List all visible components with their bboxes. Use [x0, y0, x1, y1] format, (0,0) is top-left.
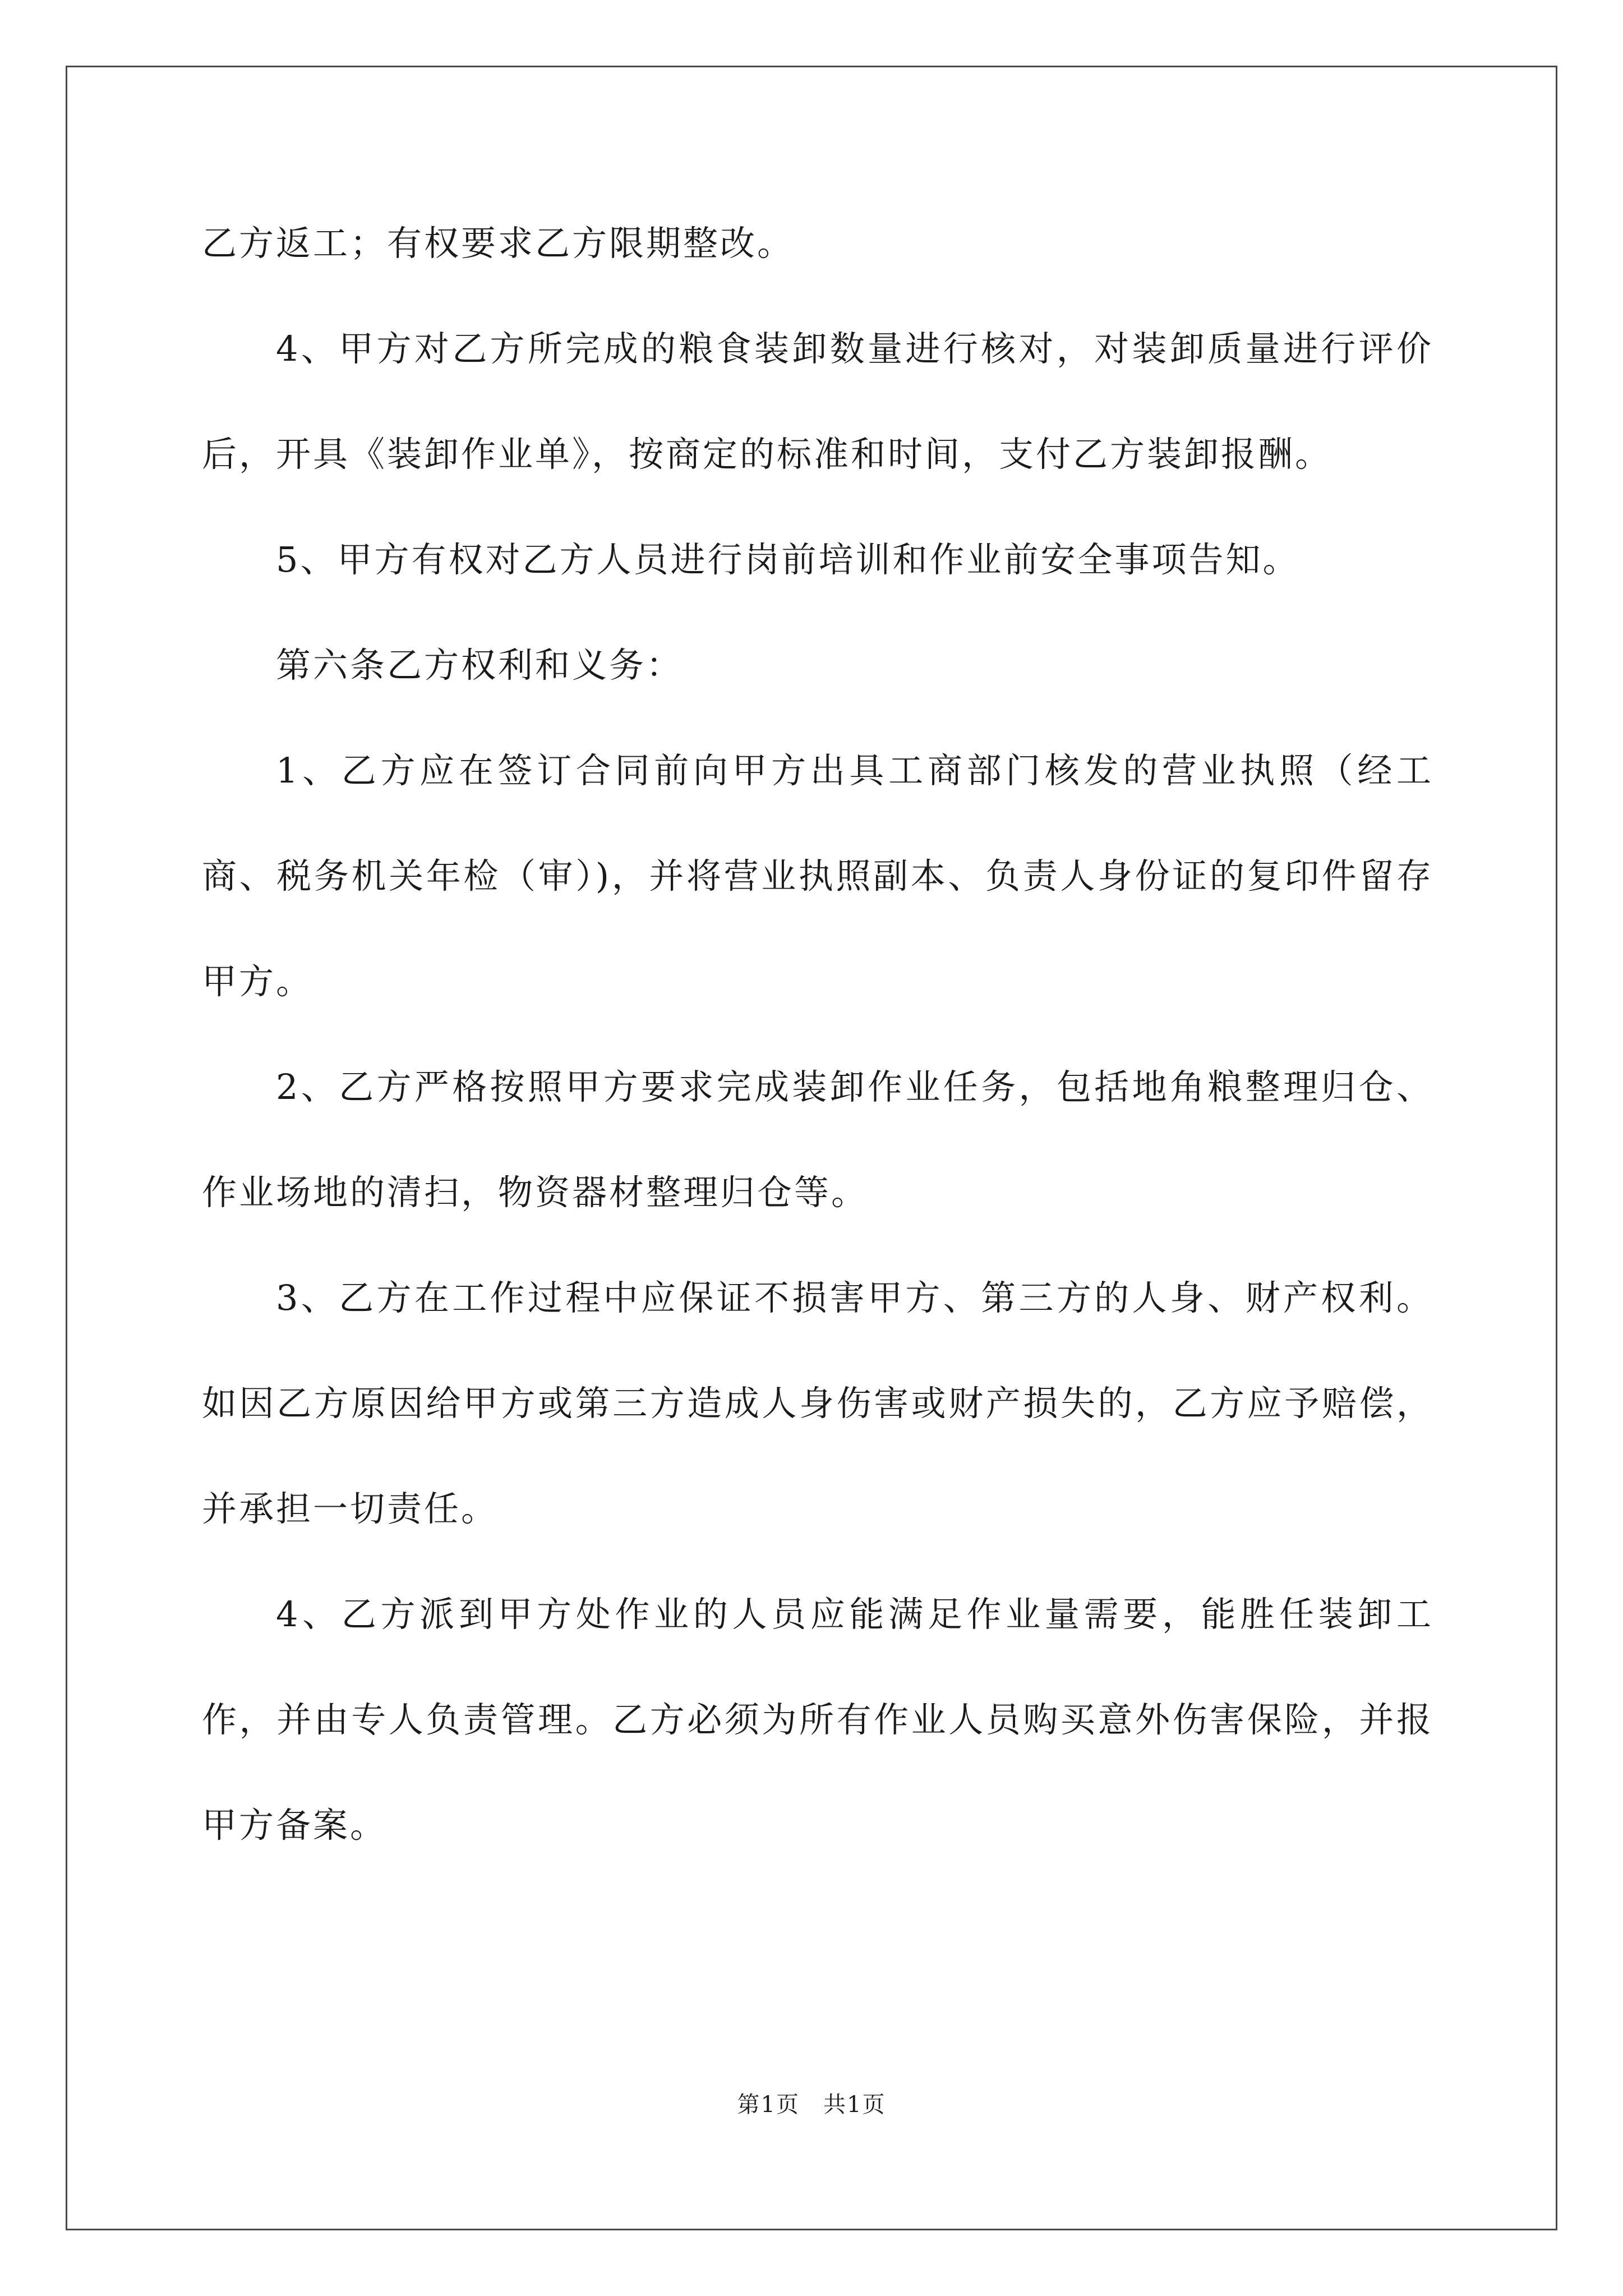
paragraph: 4、乙方派到甲方处作业的人员应能满足作业量需要，能胜任装卸工作，并由专人负责管理。乙方必须为所有作业人员购买意外伤害保险，并报甲方备案。 — [202, 1594, 1433, 1846]
paragraph: 5、甲方有权对乙方人员进行岗前培训和作业前安全事项告知。 — [276, 539, 1300, 580]
paragraph: 1、乙方应在签订合同前向甲方出具工商部门核发的营业执照（经工商、税务机关年检（审）)，并将营业执照副本、负责人身份证的复印件留存甲方。 — [202, 750, 1433, 1002]
paragraph: 乙方返工；有权要求乙方限期整改。 — [202, 223, 795, 264]
document-body — [202, 191, 1433, 1878]
section-heading: 第六条乙方权利和义务： — [276, 645, 684, 685]
paragraph: 3、乙方在工作过程中应保证不损害甲方、第三方的人身、财产权利。如因乙方原因给甲方或第三方造成人身伤害或财产损失的，乙方应予赔偿，并承担一切责任。 — [202, 1277, 1433, 1529]
paragraph: 4、甲方对乙方所完成的粮食装卸数量进行核对，对装卸质量进行评价后，开具《装卸作业单》，按商定的标准和时间，支付乙方装卸报酬。 — [202, 328, 1433, 475]
page-number: 第1页 共1页 — [737, 2092, 886, 2118]
paragraph: 2、乙方严格按照甲方要求完成装卸作业任务，包括地角粮整理归仓、作业场地的清扫，物资器材整理归仓等。 — [202, 1066, 1433, 1213]
